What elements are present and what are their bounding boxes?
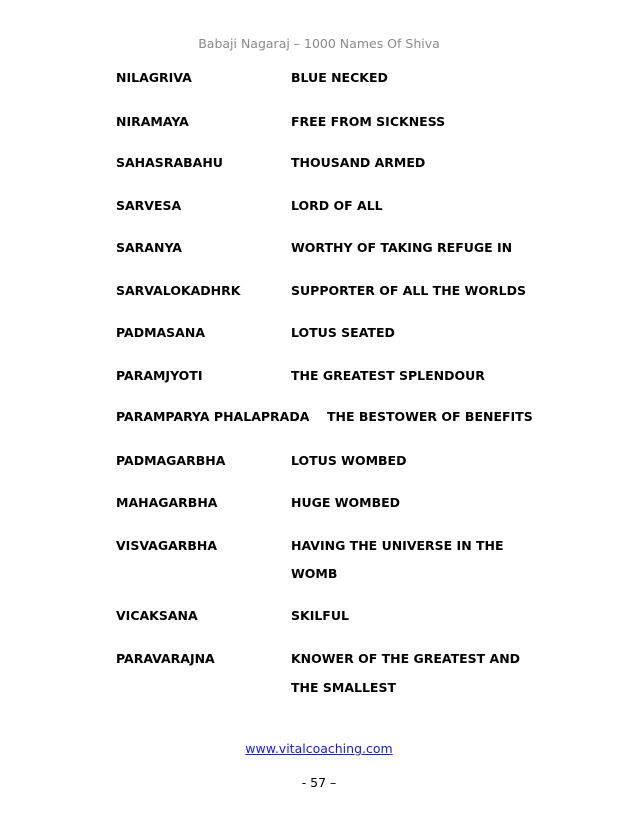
entry-name: SARVESA bbox=[116, 198, 182, 213]
entry-meaning-line: HAVING THE UNIVERSE IN THE bbox=[291, 538, 504, 553]
entry-name: PARAVARAJNA bbox=[116, 651, 215, 666]
entry-name: SARANYA bbox=[116, 240, 182, 255]
entry-meaning: SUPPORTER OF ALL THE WORLDS bbox=[291, 283, 526, 298]
entry-name: NIRAMAYA bbox=[116, 114, 189, 129]
entry-name: VISVAGARBHA bbox=[116, 538, 218, 553]
entry-meaning: THE BESTOWER OF BENEFITS bbox=[327, 409, 533, 424]
entry-meaning: HUGE WOMBED bbox=[291, 495, 401, 510]
entry-name: VICAKSANA bbox=[116, 608, 198, 623]
entry-name: NILAGRIVA bbox=[116, 70, 192, 85]
entry-meaning: LORD OF ALL bbox=[291, 198, 383, 213]
entry-meaning: FREE FROM SICKNESS bbox=[291, 114, 446, 129]
entry-meaning: THE GREATEST SPLENDOUR bbox=[291, 368, 485, 383]
entry-meaning-line: THE SMALLEST bbox=[291, 680, 396, 695]
entry-name: PARAMPARYA PHALAPRADA bbox=[116, 409, 310, 424]
entry-name: PADMASANA bbox=[116, 325, 205, 340]
entry-name: SAHASRABAHU bbox=[116, 155, 223, 170]
entry-meaning: SKILFUL bbox=[291, 608, 349, 623]
entry-meaning: LOTUS WOMBED bbox=[291, 453, 407, 468]
website-link[interactable]: www.vitalcoaching.com bbox=[245, 741, 393, 756]
entry-name: MAHAGARBHA bbox=[116, 495, 218, 510]
entry-meaning: THOUSAND ARMED bbox=[291, 155, 426, 170]
running-header: Babaji Nagaraj – 1000 Names Of Shiva bbox=[198, 36, 440, 51]
entry-meaning-line: WOMB bbox=[291, 566, 338, 581]
entry-name: PARAMJYOTI bbox=[116, 368, 203, 383]
entry-name: SARVALOKADHRK bbox=[116, 283, 241, 298]
page-number: - 57 – bbox=[301, 775, 337, 790]
entry-meaning: LOTUS SEATED bbox=[291, 325, 395, 340]
entry-meaning-line: KNOWER OF THE GREATEST AND bbox=[291, 651, 521, 666]
entry-meaning: WORTHY OF TAKING REFUGE IN bbox=[291, 240, 513, 255]
entry-meaning: BLUE NECKED bbox=[291, 70, 388, 85]
entry-name: PADMAGARBHA bbox=[116, 453, 226, 468]
